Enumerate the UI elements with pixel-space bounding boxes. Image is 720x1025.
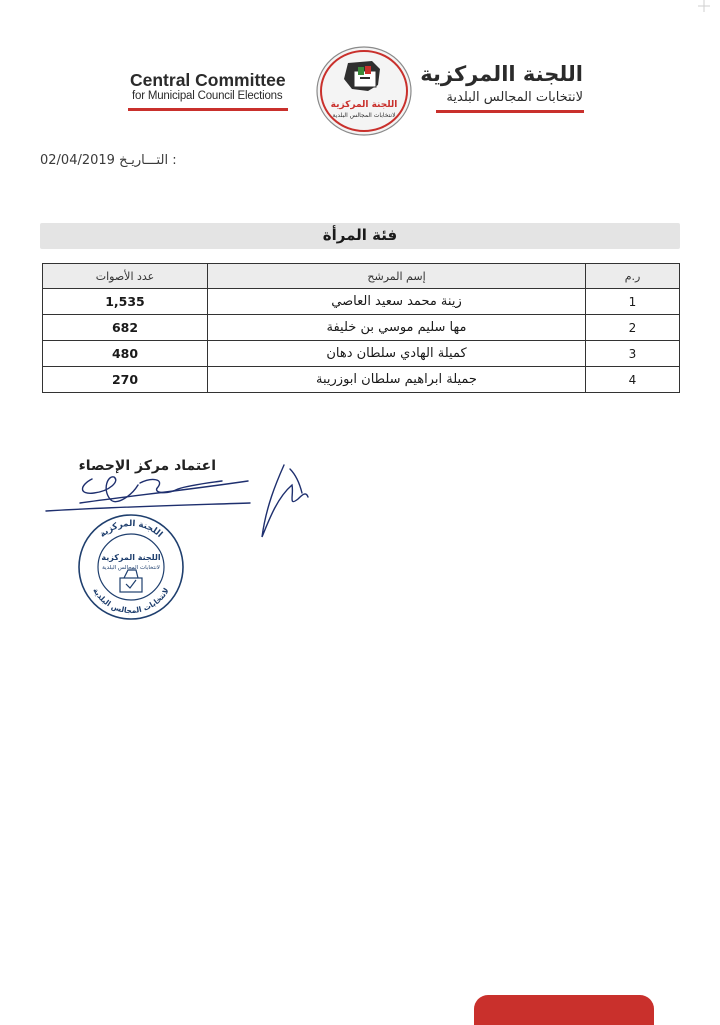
table-row xyxy=(43,367,680,393)
votes-cell: 682 xyxy=(43,315,208,341)
number-cell: 1 xyxy=(586,289,680,315)
number-cell: 3 xyxy=(586,341,680,367)
category-title: فئة المرأة xyxy=(322,226,398,244)
date-row xyxy=(40,153,190,168)
approval-label: اعتماد مركز الإحصاء xyxy=(78,458,216,474)
svg-text:اللجنة المركزية: اللجنة المركزية xyxy=(101,553,161,562)
table-row xyxy=(43,315,680,341)
arabic-committee-subtitle: لانتخابات المجالس البلدية xyxy=(446,90,583,105)
candidate-cell: كميلة الهادي سلطان دهان xyxy=(208,341,586,367)
svg-text:اللجنة المركزية: اللجنة المركزية xyxy=(97,518,165,540)
candidate-cell: زينة محمد سعيد العاصي xyxy=(208,289,586,315)
header-rule-left xyxy=(128,108,288,111)
results-table xyxy=(42,263,680,393)
svg-text:لانتخابات المجالس البلدية: لانتخابات المجالس البلدية xyxy=(102,565,160,571)
english-committee-subtitle: for Municipal Council Elections xyxy=(132,90,283,102)
date-label: التـــاريـخ : xyxy=(119,153,177,168)
official-stamp-icon xyxy=(76,512,186,622)
votes-cell: 270 xyxy=(43,367,208,393)
table-row xyxy=(43,341,680,367)
number-cell: 4 xyxy=(586,367,680,393)
table-row xyxy=(43,289,680,315)
date-value: 02/04/2019 xyxy=(40,153,115,168)
category-band xyxy=(40,223,680,249)
number-cell: 2 xyxy=(586,315,680,341)
votes-cell: 480 xyxy=(43,341,208,367)
candidate-cell: مها سليم موسي بن خليفة xyxy=(208,315,586,341)
table-header-row xyxy=(43,264,680,289)
svg-text:لانتخابات المجالس البلدية: لانتخابات المجالس البلدية xyxy=(332,112,396,119)
arabic-committee-title: اللجنة االمركزية xyxy=(420,62,583,86)
english-committee-title: Central Committee xyxy=(130,70,286,90)
votes-cell: 1,535 xyxy=(43,289,208,315)
svg-text:اللجنة المركزية: اللجنة المركزية xyxy=(330,100,398,110)
svg-text:لانتخابات المجالس البلدية: لانتخابات المجالس البلدية xyxy=(91,586,171,616)
committee-logo-icon xyxy=(314,45,414,137)
header-candidate: إسم المرشح xyxy=(208,264,586,289)
header-votes: عدد الأصوات xyxy=(43,264,208,289)
footer-accent-bar xyxy=(474,995,654,1025)
header-rule-right xyxy=(436,110,584,113)
candidate-cell: جميلة ابراهيم سلطان ابوزريبة xyxy=(208,367,586,393)
header-number: ر.م xyxy=(586,264,680,289)
corner-crop-mark xyxy=(698,0,710,12)
